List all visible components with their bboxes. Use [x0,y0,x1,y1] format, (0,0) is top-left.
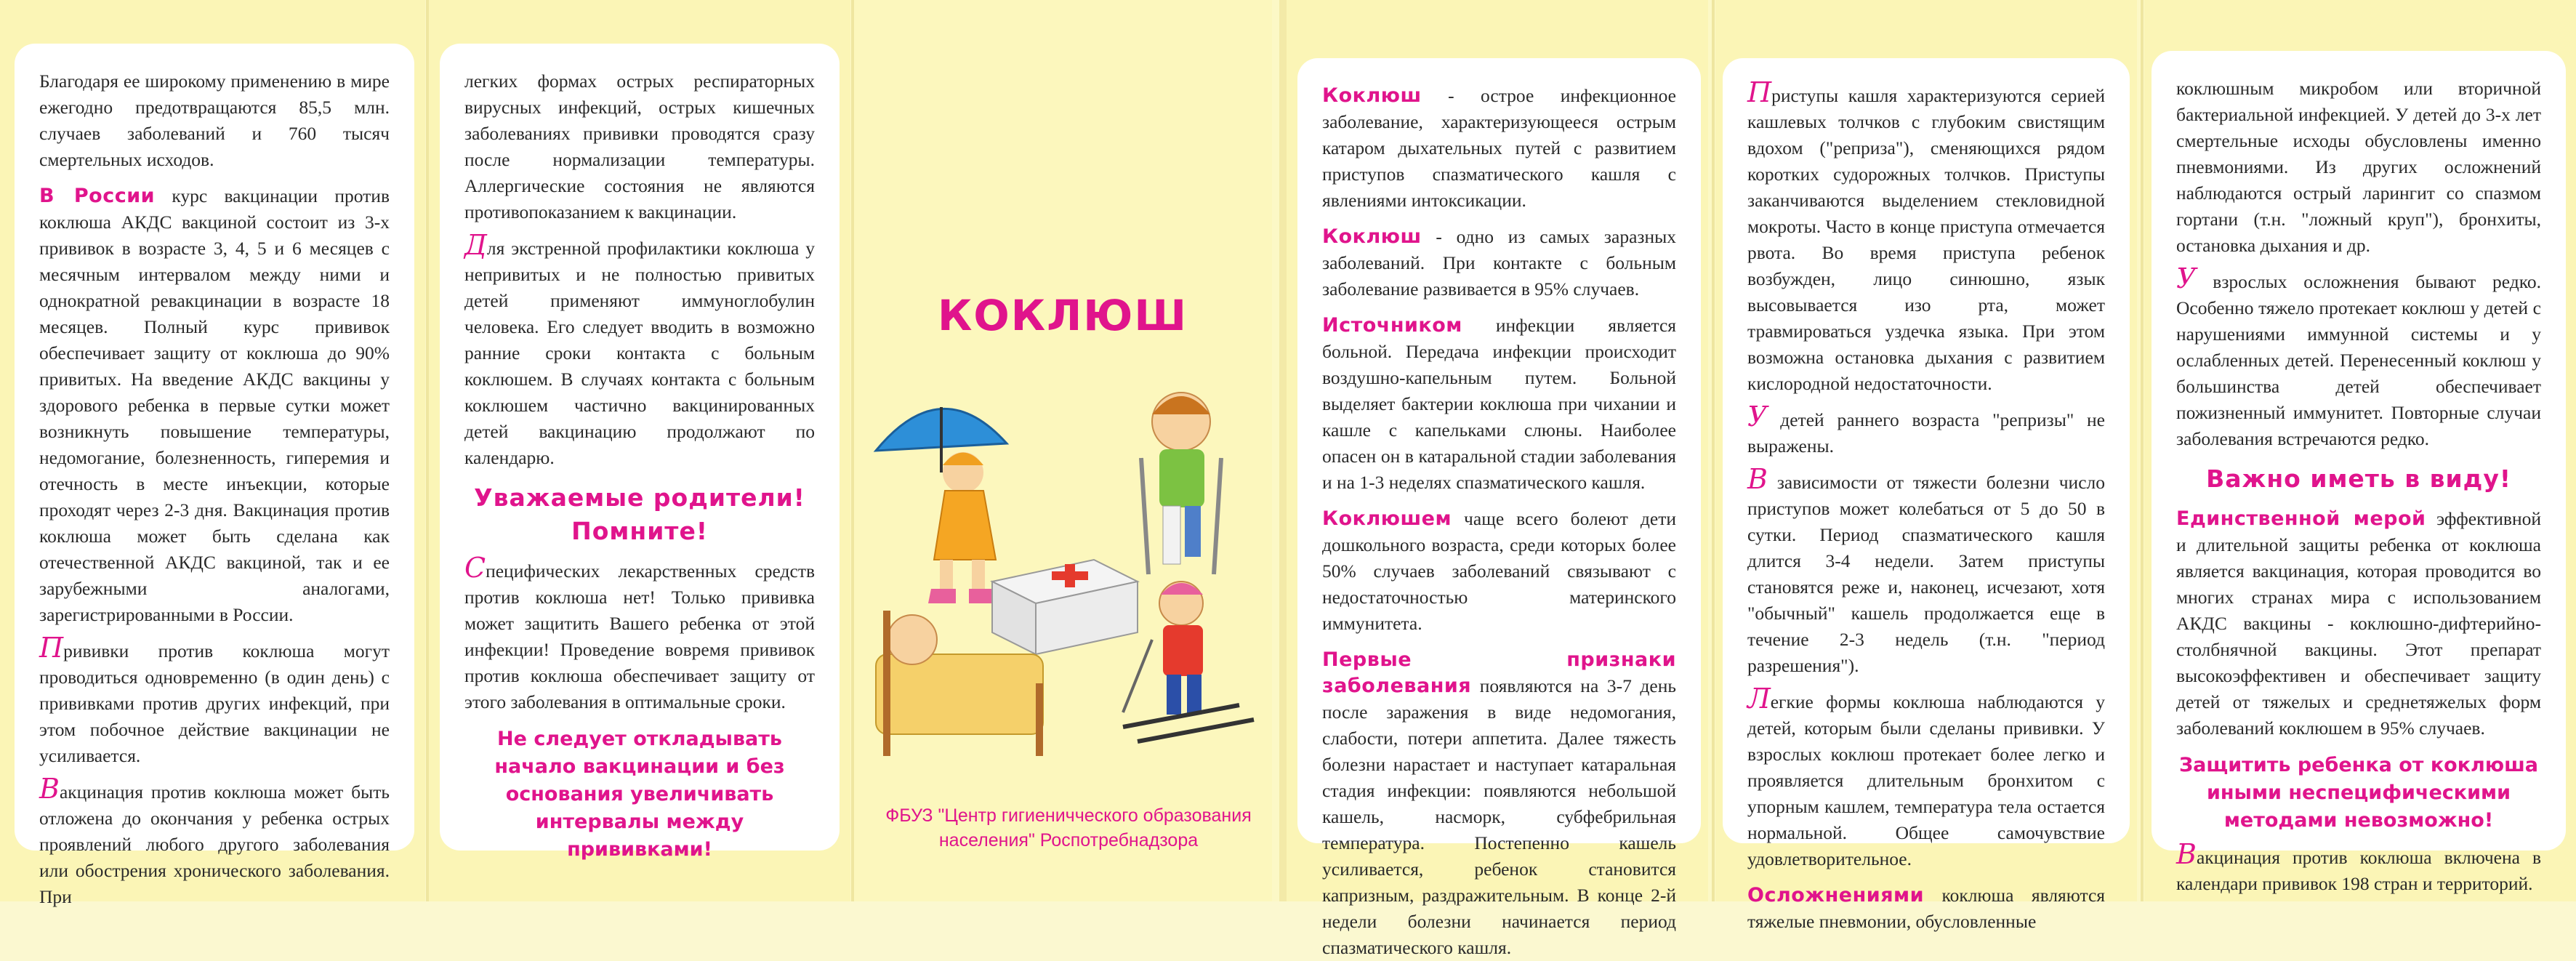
drop-cap: У [1747,401,1768,433]
paragraph-text: чаще всего болеют дети дошкольного возраста, среди которых более 50% случаев заболеваний связывают с недостаточностью материнского иммунитета. [1322,508,1676,634]
paragraph-text: детей раннего возраста "репризы" не выражены. [1747,409,2105,457]
paragraph [39,632,390,769]
paragraph: легких формах острых респираторных вирусных инфекций, острых кишечных заболеваниях прививки проводятся сразу после нормализации температуры. Аллергические состояния не являются противопоказанием к вакцинации. [464,71,815,222]
paragraph [39,183,390,628]
drop-cap: В [1747,463,1768,495]
children-illustration [861,363,1268,785]
paragraph-text: коклюша являются тяжелые пневмонии, обусловленные [1747,885,2105,932]
drop-cap: В [2176,838,2197,870]
section-heading: Источником [1322,314,1462,337]
paragraph [2176,838,2541,897]
paragraph [2176,262,2541,452]
paragraph-text: риступы кашля характеризуются серией кашлевых толчков с глубоким свистящим вдохом ("реприза"), сменяющихся рядом коротких судорожных толчков. Приступы заканчиваются выделением стекловидной мокроты. Часто в конце приступа отмечается рвота. Во время приступа ребенок возбужден, лицо синюшно, язык высовывается изо рта, может травмироваться уздечка языка. При этом возможна остановка дыхания с развитием кислородной недостаточности. [1747,85,2105,394]
paragraph [1747,401,2105,459]
section-heading: В России [39,185,156,207]
warning-text: Не следует откладывать начало вакцинации и без основания увеличивать интервалы между прививками! [494,728,785,861]
paragraph-text: рививки против коклюша могут проводиться одновременно (в один день) с прививками против других инфекций, при этом побочное действие вакцинации не усиливается. [39,640,390,766]
paragraph [464,229,815,471]
paragraph-text: - острое инфекционное заболевание, характеризующееся острым катаром дыхательных путей с развитием приступов спазматического кашля с явлениями интоксикации. [1322,85,1676,211]
panel-5-card [1723,58,2130,932]
boy-crutches-figure [1141,393,1221,574]
paragraph-text: появляются на 3-7 день после заражения в виде недомогания, слабости, потери аппетита. Далее тяжесть болезни нарастает и наступает катаральная стадия инфекции: появляются небольшой кашель, насморк, субфебрильная температура. Постепенно кашель усиливается, ребенок становится капризным, раздражительным. В конце 2-й недели болезни начинается период спазматического кашля. [1322,675,1676,958]
paragraph-text: курс вакцинации против коклюша АКДС вакциной состоит из 3-х прививок в возрасте 3, 4, 5 и 6 месяцев с месячным интервалом между ними и однократной ревакцинации в возрасте 18 месяцев. Полный курс прививок обеспечивает защиту от коклюша до 90% привитых. На введение АКДС вакцины у здорового ребенка в первые сутки может возникнуть повышение температуры, недомогание, болезненность, гиперемия и отечность в месте инъекции, которые проходят через 2-3 дня. Вакцинация против коклюша может быть сделана как отечественной АКДС вакциной, так и ее зарубежными аналогами, зарегистрированными в России. [39,185,390,625]
fold-line [426,0,429,901]
paragraph: коклюшным микробом или вторичной бактериальной инфекцией. У детей до 3-х лет смертельные исходы обусловлены именно пневмониями. Из других осложнений наблюдаются острый ларингит со спазмом гортани (т.н. "ложный круп"), бронхиты, остановка дыхания и др. [2176,78,2541,256]
section-heading: Первые признаки заболевания [1322,648,1676,697]
paragraph [464,552,815,715]
paragraph-text: инфекции является больной. Передача инфекции происходит воздушно-капельным путем. Больной выделяет бактерии коклюша при чихании и кашле с капельками слюны. Наиболее опасен он в катаральной стадии заболевания и на 1-3 неделях спазматического кашля. [1322,315,1676,493]
girl-umbrella-figure [876,407,1007,603]
fold-line [1712,0,1715,901]
fold-line [851,0,854,901]
drop-cap: П [1747,76,1772,108]
paragraph-text: акцинация против коклюша включена в календари прививок 198 стран и территорий. [2176,847,2541,894]
paragraph [1322,313,1676,496]
paragraph [1747,683,2105,872]
paragraph [1322,647,1676,961]
paragraph [1747,76,2105,397]
panel-4-card [1297,58,1701,958]
warning-text: Защитить ребенка от коклюша иными неспецифическими методами невозможно! [2179,754,2538,832]
paragraph [1322,506,1676,637]
paragraph-text: - одно из самых заразных заболеваний. При контакте с больным заболевание развивается в 95% случаев. [1322,226,1676,299]
paragraph-text: ля экстренной профилактики коклюша у непривитых и не полностью привитых детей применяют иммуноглобулин человека. Его следует вводить в возможно ранние сроки контакта с больным коклюшем. В случаях контакта с больным коклюшем частично вакцинированных детей вакцинацию продолжают по календарю. [464,238,815,468]
paragraph [1747,463,2105,679]
fold-line [2141,0,2144,901]
paragraph [2176,506,2541,741]
section-heading: Коклюшем [1322,507,1452,530]
section-heading: Коклюш [1322,225,1422,248]
paragraph: Благодаря ее широкому применению в мире ежегодно предотвращаются 85,5 млн. случаев заболеваний и 760 тысяч смертельных исходов. [39,71,390,170]
skier-figure [1123,582,1254,741]
paragraph-text: эффективной и длительной защиты ребенка от коклюша является вакцинация, которая проводится во многих странах мира с использованием АКДС вакцины - коклюшно-дифтерийно-столбнячной вакцины. Этот препарат высокоэффективен и обеспечивает защиту детей от тяжелых и среднетяжелых форм заболеваний коклюшем в 95% случаев. [2176,508,2542,739]
paragraph-text: взрослых осложнения бывают редко. Особенно тяжело протекает коклюш у детей с нарушениями иммунной системы и у ослабленных детей. Перенесенный коклюш у большинства детей обеспечивает пожизненный иммунитет. Повторные случаи заболевания встречаются редко. [2176,271,2541,449]
section-heading: Единственной мерой [2176,507,2426,530]
paragraph [39,773,390,910]
drop-cap: У [2176,262,2197,294]
first-aid-kit [992,560,1138,654]
drop-cap: Д [464,229,487,261]
drop-cap: В [39,773,60,805]
organization-name: ФБУЗ "Центр гигиеничческого образования населения" Роспотребнадзора [885,805,1252,851]
paragraph-text: егкие формы коклюша наблюдаются у детей, которым были сделаны прививки. У взрослых коклюш протекает более легко и проявляется длительным бронхитом с упорным кашлем, температура тела остается нормальной. Общее самочувствие удовлетворительное. [1747,691,2105,869]
drop-cap: П [39,632,64,664]
drop-cap: С [464,552,486,584]
fold-line [1279,0,1287,901]
paragraph [1322,224,1676,302]
paragraph [1322,83,1676,214]
paragraph-text: зависимости от тяжести болезни число приступов может колебаться от 5 до 50 в сутки. Период спазматического кашля длится 3-4 недели. Затем приступы становятся реже и, наконец, исчезают, хотя "обычный" кашель продолжается еще в течение 2-3 недель (т.н. "период разрешения"). [1747,472,2105,676]
cover-title: КОКЛЮШ [938,291,1188,340]
panel-6-card [2152,51,2566,894]
paragraph-text: акцинация против коклюша может быть отложена до окончания у ребенка острых проявлений любого другого заболевания или обострения хронического заболевания. При [39,781,390,907]
panel-1-card [15,44,414,907]
important-heading: Важно иметь в виду! [2206,465,2511,493]
paragraph [1747,882,2105,935]
section-heading: Осложнениями [1747,884,1925,906]
section-heading: Коклюш [1322,84,1422,107]
parents-heading: Уважаемые родители! Помните! [474,483,805,545]
panel-2-card [440,44,840,861]
paragraph-text: пецифических лекарственных средств против коклюша нет! Только прививка может защитить Вашего ребенка от этой инфекции! Проведение вовремя прививок против коклюша обеспечивает защиту от этого заболевания в оптимальные сроки. [464,560,815,712]
drop-cap: Л [1747,683,1771,715]
